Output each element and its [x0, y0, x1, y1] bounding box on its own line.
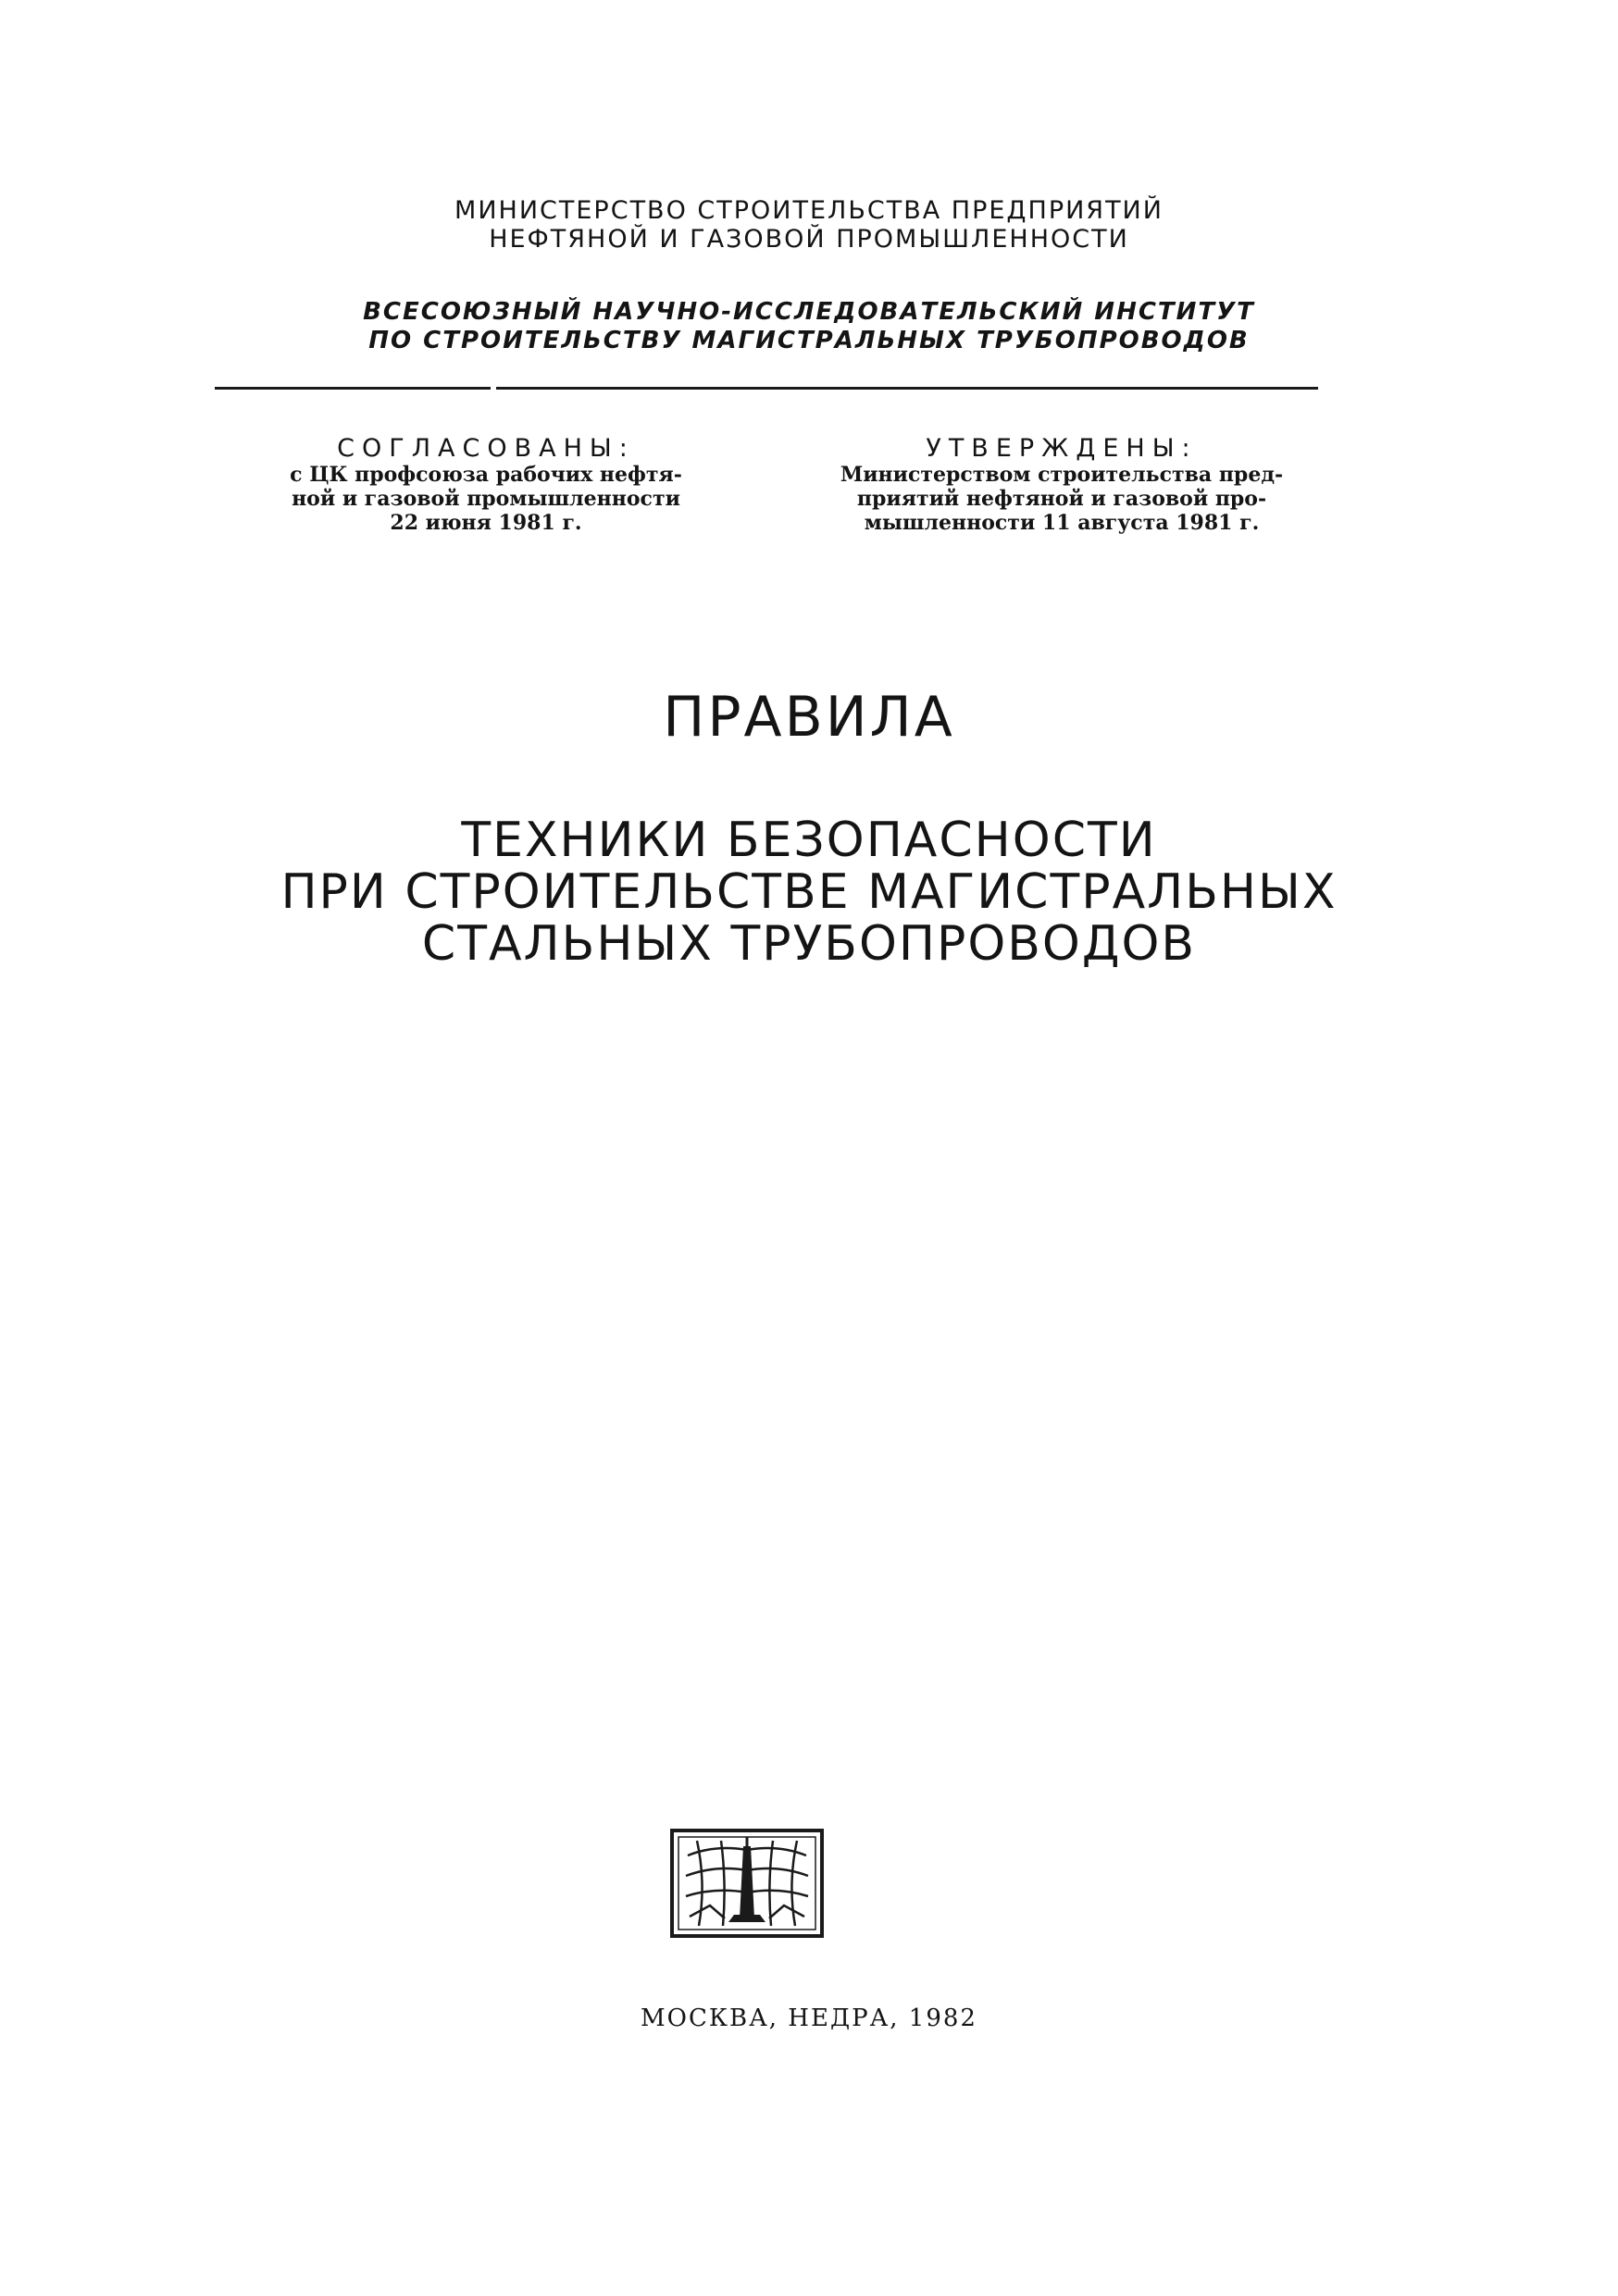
approved-line: мышленности 11 августа 1981 г.: [864, 511, 1260, 535]
approved-line: Министерством строительства пред-: [840, 463, 1284, 487]
ministry-line: НЕФТЯНОЙ И ГАЗОВОЙ ПРОМЫШЛЕННОСТИ: [489, 225, 1129, 254]
publication-imprint: МОСКВА, НЕДРА, 1982: [641, 2004, 977, 2032]
approved-heading: УТВЕРЖДЕНЫ:: [926, 434, 1198, 463]
subtitle-line: ТЕХНИКИ БЕЗОПАСНОСТИ: [461, 813, 1157, 868]
agreed-line: 22 июня 1981 г.: [390, 511, 582, 535]
divider-line: [215, 387, 491, 390]
agreed-line: ной и газовой промышленности: [292, 487, 680, 511]
institute-name: [217, 298, 1401, 355]
approved-block: [798, 435, 1326, 535]
institute-line: ВСЕСОЮЗНЫЙ НАУЧНО-ИССЛЕДОВАТЕЛЬСКИЙ ИНСТИТУТ: [363, 298, 1255, 326]
agreed-line: с ЦК профсоюза рабочих нефтя-: [290, 463, 682, 487]
approved-line: приятий нефтяной и газовой про-: [856, 487, 1267, 511]
agreed-block: [222, 435, 750, 535]
institute-line: ПО СТРОИТЕЛЬСТВУ МАГИСТРАЛЬНЫХ ТРУБОПРОВОДОВ: [368, 327, 1250, 354]
agreed-heading: СОГЛАСОВАНЫ:: [337, 434, 635, 463]
publisher-logo-icon: [669, 1828, 825, 1939]
ministry-name: [217, 196, 1401, 254]
subtitle-line: ПРИ СТРОИТЕЛЬСТВЕ МАГИСТРАЛЬНЫХ: [280, 864, 1338, 920]
divider-line: [496, 387, 1318, 390]
document-title: ПРАВИЛА: [663, 685, 955, 750]
subtitle-line: СТАЛЬНЫХ ТРУБОПРОВОДОВ: [421, 916, 1197, 972]
ministry-line: МИНИСТЕРСТВО СТРОИТЕЛЬСТВА ПРЕДПРИЯТИЙ: [454, 196, 1164, 225]
document-subtitle: [148, 814, 1470, 970]
